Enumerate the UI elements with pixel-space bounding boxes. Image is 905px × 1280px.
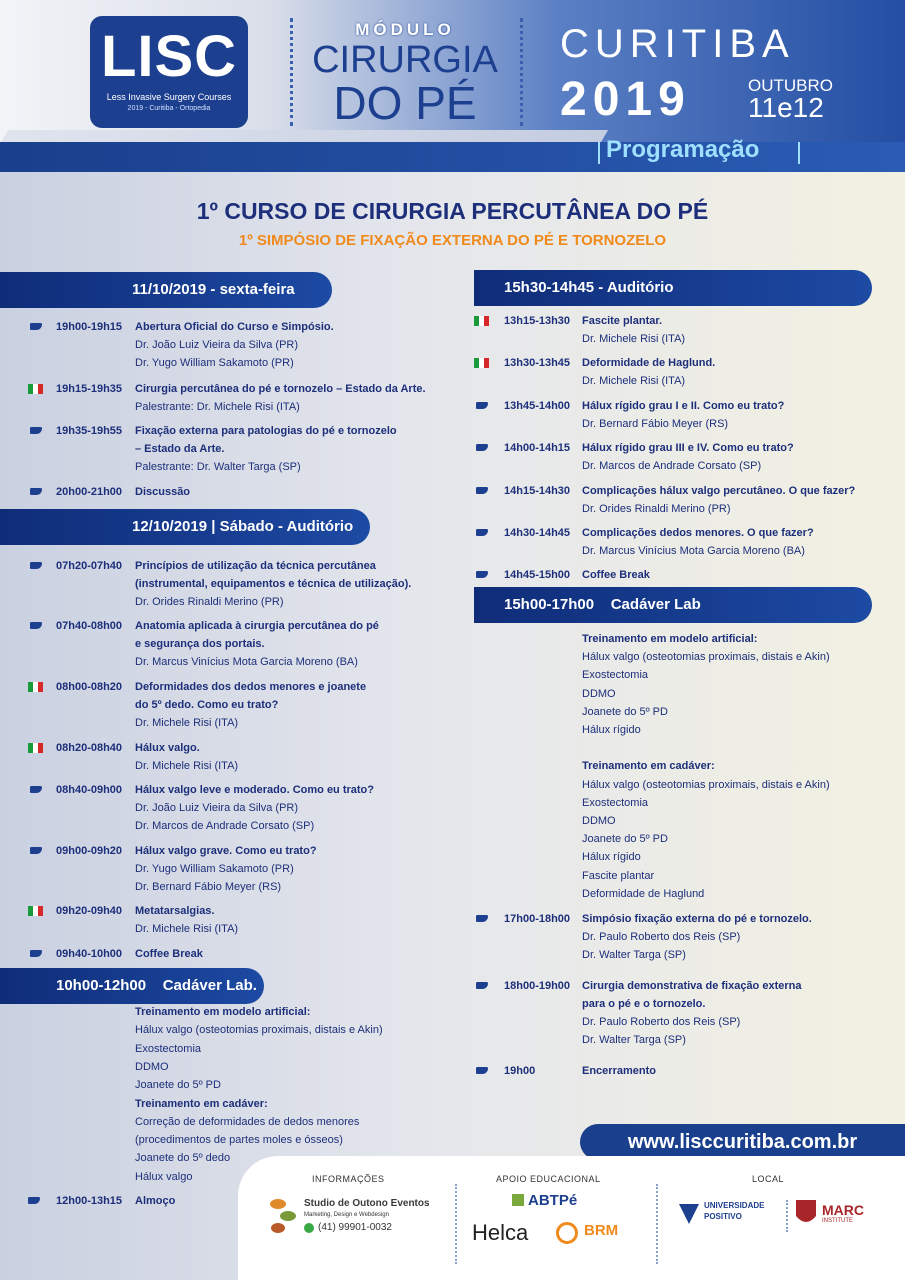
item-speaker: Dr. Walter Targa (SP) [582,949,686,961]
schedule-item [476,439,896,475]
item-title: Coffee Break [135,948,203,960]
item-title: Fascite plantar. [582,315,663,327]
footer-sponsors [238,1156,905,1280]
item-title: Princípios de utilização da técnica percutânea [135,560,376,572]
schedule-item [476,977,896,1049]
schedule-item [30,483,450,501]
item-speaker: Dr. Michele Risi (ITA) [135,717,239,729]
positivo-logo: UNIVERSIDADE POSITIVO [704,1201,765,1221]
item-speaker: Dr. Michele Risi (ITA) [135,760,239,772]
lab-line: (procedimentos de partes moles e ósseos) [135,1134,343,1147]
info-company-sub: Marketing, Design e Webdesign [304,1212,389,1218]
bullet-icon [28,1197,40,1204]
item-speaker: Dr. João Luiz Vieira da Silva (PR) [135,802,299,814]
bullet-icon [476,402,488,409]
item-title-cont: para o pé e o tornozelo. [582,998,706,1010]
item-time: 08h00-08h20 [56,681,123,693]
schedule-item [476,524,896,560]
item-title: Hálux valgo leve e moderado. Como eu trato? [135,784,374,796]
header-band [0,142,905,172]
programacao-label: Programação [606,136,760,163]
lab-line: Hálux valgo (osteotomias proximais, distais e Akin) [135,1024,383,1037]
item-time: 07h40-08h00 [56,620,123,632]
item-title: Discussão [135,486,191,498]
marc-logo-sub: INSTITUTE [822,1218,853,1224]
logo-subtitle: Less Invasive Surgery Courses [106,92,232,102]
brm-logo: BRM [584,1222,619,1239]
lisc-logo [90,16,248,128]
lab-line: Joanete do 5º PD [582,705,668,718]
lab-line: DDMO [582,687,616,700]
lab-line: Treinamento em cadáver: [582,760,715,773]
item-time: 18h00-19h00 [504,980,571,992]
item-title: Simpósio fixação externa do pé e tornozelo. [582,913,812,925]
divider [656,1184,658,1264]
days: 11e12 [748,92,824,123]
italy-flag-icon [28,384,43,394]
item-speaker: Dr. Marcos de Andrade Corsato (SP) [135,820,315,832]
website-url[interactable]: www.lisccuritiba.com.br [580,1124,905,1160]
local-title: LOCAL [752,1174,785,1184]
item-speaker: Dr. Walter Targa (SP) [582,1034,686,1046]
day-header-2: 12/10/2019 | Sábado - Auditório [0,509,370,545]
lab-line: Treinamento em modelo artificial: [135,1006,311,1018]
item-speaker: Dr. Orides Rinaldi Merino (PR) [135,596,284,608]
schedule-item [30,781,450,835]
lab-line: Hálux valgo (osteotomias proximais, distais e Akin) [582,778,830,791]
month: OUTUBRO [748,76,833,95]
bullet-icon [476,444,488,451]
italy-flag-icon [474,358,489,368]
lab-line: Joanete do 5º PD [582,833,668,846]
item-title: Cirurgia demonstrativa de fixação externa [582,980,802,992]
cadaver-lab-header-right: 15h00-17h00 Cadáver Lab [474,587,872,623]
leaves-icon [268,1194,302,1238]
bullet-icon [476,571,488,578]
item-speaker: Dr. Michele Risi (ITA) [135,923,239,935]
bullet-icon [30,562,42,569]
symposium-title: 1º SIMPÓSIO DE FIXAÇÃO EXTERNA DO PÉ E TORNOZELO [238,232,667,249]
item-title: Complicações dedos menores. O que fazer? [582,527,814,539]
marc-shield-icon [794,1198,818,1228]
schedule-item [30,422,450,476]
item-title: Hálux rígido grau I e II. Como eu trato? [582,400,785,412]
module-title [300,20,510,129]
lab-line: Hálux rígido [582,851,641,864]
bullet-icon [476,529,488,536]
bullet-icon [476,1067,488,1074]
info-company: Studio de Outono Eventos [304,1198,430,1209]
item-time: 08h40-09h00 [56,784,123,796]
item-time: 20h00-21h00 [56,486,123,498]
schedule-item [30,739,450,775]
item-title: Fixação externa para patologias do pé e tornozelo [135,425,397,437]
item-time: 17h00-18h00 [504,913,571,925]
item-title: Encerramento [582,1065,656,1077]
item-speaker: Dr. Yugo William Sakamoto (PR) [135,863,294,875]
schedule-item [30,380,450,416]
helca-logo: Helca [472,1220,529,1245]
lab-line: Hálux valgo [135,1170,193,1183]
divider [455,1184,457,1264]
module-line-2: DO PÉ [333,77,477,129]
divider [520,18,523,126]
item-speaker: Dr. Marcus Vinícius Mota Garcia Moreno (BA) [135,656,358,668]
item-speaker: Palestrante: Dr. Walter Targa (SP) [135,461,301,473]
lab-line: Deformidade de Haglund [582,887,705,900]
divider [290,18,293,126]
city-text: CURITIBA [560,22,795,66]
item-title-cont: e segurança dos portais. [135,638,265,650]
item-speaker: Palestrante: Dr. Michele Risi (ITA) [135,401,300,413]
prog-bar-right [798,142,800,164]
module-line-1: CIRURGIA [312,39,498,81]
bullet-icon [30,323,42,330]
lab-line: Hálux valgo (osteotomias proximais, distais e Akin) [582,651,830,664]
schedule-item [30,557,450,611]
item-time: 19h00-19h15 [56,321,123,333]
item-time: 14h00-14h15 [504,442,571,454]
lab-line: Treinamento em modelo artificial: [582,633,758,645]
item-title-cont: (instrumental, equipamentos e técnica de utilização). [135,578,412,590]
item-time: 09h20-09h40 [56,905,123,917]
schedule-item [30,902,450,938]
abtpe-logo-icon [512,1194,524,1206]
day-header-1: 11/10/2019 - sexta-feira [0,272,332,308]
header-banner [0,0,905,172]
item-time: 09h00-09h20 [56,845,123,857]
brm-logo-icon [556,1222,578,1244]
item-speaker: Dr. Orides Rinaldi Merino (PR) [582,503,731,515]
bullet-icon [30,622,42,629]
bullet-icon [30,847,42,854]
abtpe-logo: ABTPé [528,1192,578,1209]
schedule-item [476,354,896,390]
item-title: Abertura Oficial do Curso e Simpósio. [135,321,334,333]
item-time: 08h20-08h40 [56,742,123,754]
italy-flag-icon [28,906,43,916]
bullet-icon [476,487,488,494]
lab-line: Hálux rígido [582,724,641,736]
schedule-item [476,566,896,584]
schedule-item [30,318,450,372]
whatsapp-icon [304,1223,314,1233]
item-speaker: Dr. Yugo William Sakamoto (PR) [135,357,294,369]
prog-bar-left [598,142,600,164]
item-speaker: Dr. Bernard Fábio Meyer (RS) [582,418,729,430]
cadaver-lab-header: 10h00-12h00 Cadáver Lab. [0,968,264,1004]
lab-line: Joanete do 5º dedo [135,1152,231,1165]
lab-line: DDMO [135,1060,169,1073]
item-speaker: Dr. João Luiz Vieira da Silva (PR) [135,339,299,351]
item-speaker: Dr. Michele Risi (ITA) [582,333,686,345]
item-speaker: Dr. Marcus Vinícius Mota Garcia Moreno (BA) [582,545,805,557]
bullet-icon [30,786,42,793]
lab-line: Joanete do 5º PD [135,1079,221,1092]
item-title: Deformidades dos dedos menores e joanete [135,681,367,693]
schedule-item [30,945,450,963]
item-title-cont: do 5º dedo. Como eu trato? [135,699,279,711]
item-title: Hálux rígido grau III e IV. Como eu trato? [582,442,794,454]
city-name [560,22,795,67]
info-phone[interactable]: (41) 99901-0032 [318,1222,392,1233]
item-time: 13h45-14h00 [504,400,571,412]
item-time: 19h35-19h55 [56,425,123,437]
info-title: INFORMAÇÕES [312,1174,385,1184]
apoio-title: APOIO EDUCACIONAL [496,1174,601,1184]
item-time: 14h15-14h30 [504,485,571,497]
item-speaker: Dr. Paulo Roberto dos Reis (SP) [582,931,741,943]
lab-line: Exostectomia [582,669,649,682]
item-time: 13h30-13h45 [504,357,571,369]
item-speaker: Dr. Marcos de Andrade Corsato (SP) [582,460,762,472]
schedule-item [30,617,450,671]
schedule-item [476,312,896,348]
auditorio-header: 15h30-14h45 - Auditório [474,270,872,306]
bullet-icon [30,427,42,434]
item-title: Hálux valgo grave. Como eu trato? [135,845,317,857]
item-title: Hálux valgo. [135,742,200,754]
item-time: 09h40-10h00 [56,948,123,960]
item-title-cont: – Estado da Arte. [135,443,225,455]
positivo-logo-icon [676,1200,702,1226]
lab-line: Exostectomia [135,1042,202,1055]
schedule-item [476,1062,896,1080]
item-speaker: Dr. Bernard Fábio Meyer (RS) [135,881,282,893]
bullet-icon [30,488,42,495]
logo-subtitle-2: 2019 - Curitiba - Ortopedia [127,105,211,112]
italy-flag-icon [474,316,489,326]
lab-line: DDMO [582,815,616,827]
item-speaker: Dr. Paulo Roberto dos Reis (SP) [582,1016,741,1028]
schedule-item [30,678,450,732]
lab-line: Treinamento em cadáver: [135,1097,268,1110]
bullet-icon [476,915,488,922]
item-title: Cirurgia percutânea do pé e tornozelo – Estado da Arte. [135,383,426,395]
year: 2019 [560,73,691,126]
schedule-item [476,482,896,518]
item-title: Anatomia aplicada à cirurgia percutânea do pé [135,620,379,632]
item-title: Coffee Break [582,569,650,581]
lab-line: Fascite plantar [582,869,655,882]
marc-logo: MARC [822,1202,864,1218]
lab-line: Exostectomia [582,796,649,809]
schedule-item [476,397,896,433]
item-title: Almoço [135,1195,176,1207]
schedule-item [30,842,450,896]
item-title: Complicações hálux valgo percutâneo. O que fazer? [582,485,856,497]
item-time: 14h45-15h00 [504,569,571,581]
italy-flag-icon [28,682,43,692]
item-time: 14h30-14h45 [504,527,571,539]
divider [786,1200,788,1232]
item-time: 19h00 [504,1065,536,1077]
item-time: 07h20-07h40 [56,560,123,572]
item-title: Metatarsalgias. [135,905,215,917]
course-title: 1º CURSO DE CIRURGIA PERCUTÂNEA DO PÉ [196,198,709,224]
logo-text: LISC [100,24,238,89]
bullet-icon [476,982,488,989]
item-time: 13h15-13h30 [504,315,571,327]
lab-line: Correção de deformidades de dedos menores [135,1115,360,1128]
italy-flag-icon [28,743,43,753]
item-speaker: Dr. Michele Risi (ITA) [582,375,686,387]
bullet-icon [30,950,42,957]
item-title: Deformidade de Haglund. [582,357,716,369]
schedule-item [476,910,896,964]
module-label: MÓDULO [355,20,455,39]
item-time: 12h00-13h15 [56,1195,123,1207]
item-time: 19h15-19h35 [56,383,123,395]
